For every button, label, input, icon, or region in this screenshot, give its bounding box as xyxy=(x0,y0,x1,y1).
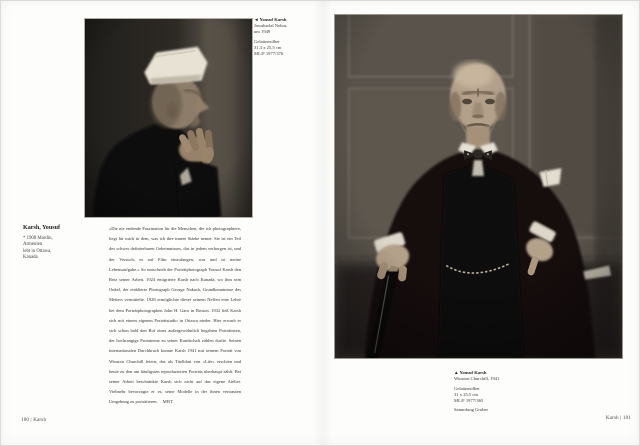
caption-credit: ▲ Yousuf Karsh xyxy=(454,370,487,375)
churchill-caption xyxy=(454,370,544,414)
caption-dimensions: 31,3 x 25,5 cm xyxy=(254,44,282,50)
bio-line: lebt in Ottawa, xyxy=(23,248,52,254)
caption-inventory: ML/F 1977/365 xyxy=(454,397,484,403)
author-initials: MBT xyxy=(162,399,174,405)
nehru-portrait-illustration xyxy=(85,19,252,217)
artist-bio xyxy=(23,236,101,262)
caption-medium: Gelatinesilber xyxy=(254,38,280,44)
nehru-photo xyxy=(84,18,253,218)
caption-date: um 1949 xyxy=(254,29,271,35)
churchill-photo xyxy=(334,14,623,359)
caption-credit: ◄ Yousuf Karsh xyxy=(254,17,287,22)
right-page-folio: Karsh | 101 xyxy=(605,416,631,421)
caption-medium: Gelatinesilber xyxy=(454,385,480,391)
caption-inventory: ML/F 1977/376 xyxy=(254,50,284,56)
artist-sidebar xyxy=(23,225,101,262)
biography-text xyxy=(109,224,241,408)
caption-dimensions: 31 x 25,5 cm xyxy=(454,391,478,397)
caption-collection: Sammlung Gruber xyxy=(454,407,489,413)
page-gutter-shadow xyxy=(313,1,333,445)
bio-line: Armenien xyxy=(23,242,43,248)
churchill-portrait-illustration xyxy=(335,15,622,358)
caption-title: Winston Churchill, 1941 xyxy=(454,376,500,382)
bio-line: Kanada xyxy=(23,255,38,261)
biography-paragraph: «Die nie endende Faszination für die Menschen, die ich photographiere, liegt für mich in dem, was ich ihre innere Stärke nenne. Sie ist ein Teil des schwer definierbaren Geheimnisses, das in jedem verborgen ist, und der Versuch, es auf Film einzufangen, war und ist meine Lebensaufgabe.» So umschrieb der Porträtphotograph Yousuf Karsh den Reiz seiner Arbeit. 1924 emigrierte Karsh nach Kanada, wo ihm sein Onkel, der etablierte Photograph George Nakash, Grundkenntnisse des Metiers vermittelte. 1928 ermöglichte dieser seinem Neffen eine Lehre bei dem Porträtphotographen John H. Garo in Boston. 1932 ließ Karsh sich mit einem eigenen Porträtstudio in Ottawa nieder. Hier erwarb er sich schon bald den Ruf eines außergewöhnlich begabten Porträtisten, der hochrangige Prominenz zu seiner Kundschaft zählen durfte. Seinen internationalen Durchbruch konnte Karsh 1941 mit seinem Porträt von Winston Churchill feiern, das als Titelblatt von «Life» erschien und heute zu den am häufigsten reproduzierten Porträts überhaupt zählt. Bei seiner Arbeit beschränkte Karsh sich nicht auf das eigene Atelier. Vielmehr bevorzugte er es, seine Modelle in der ihnen vertrauten Umgebung zu porträtieren. xyxy=(109,226,241,405)
left-page-folio: 100 | Karsh xyxy=(21,418,47,423)
caption-title: Jawaharlal Nehru, xyxy=(254,23,288,29)
bio-line: * 1908 Mardin, xyxy=(23,236,53,241)
artist-name: Karsh, Yousuf xyxy=(23,225,61,231)
nehru-caption xyxy=(254,17,316,57)
